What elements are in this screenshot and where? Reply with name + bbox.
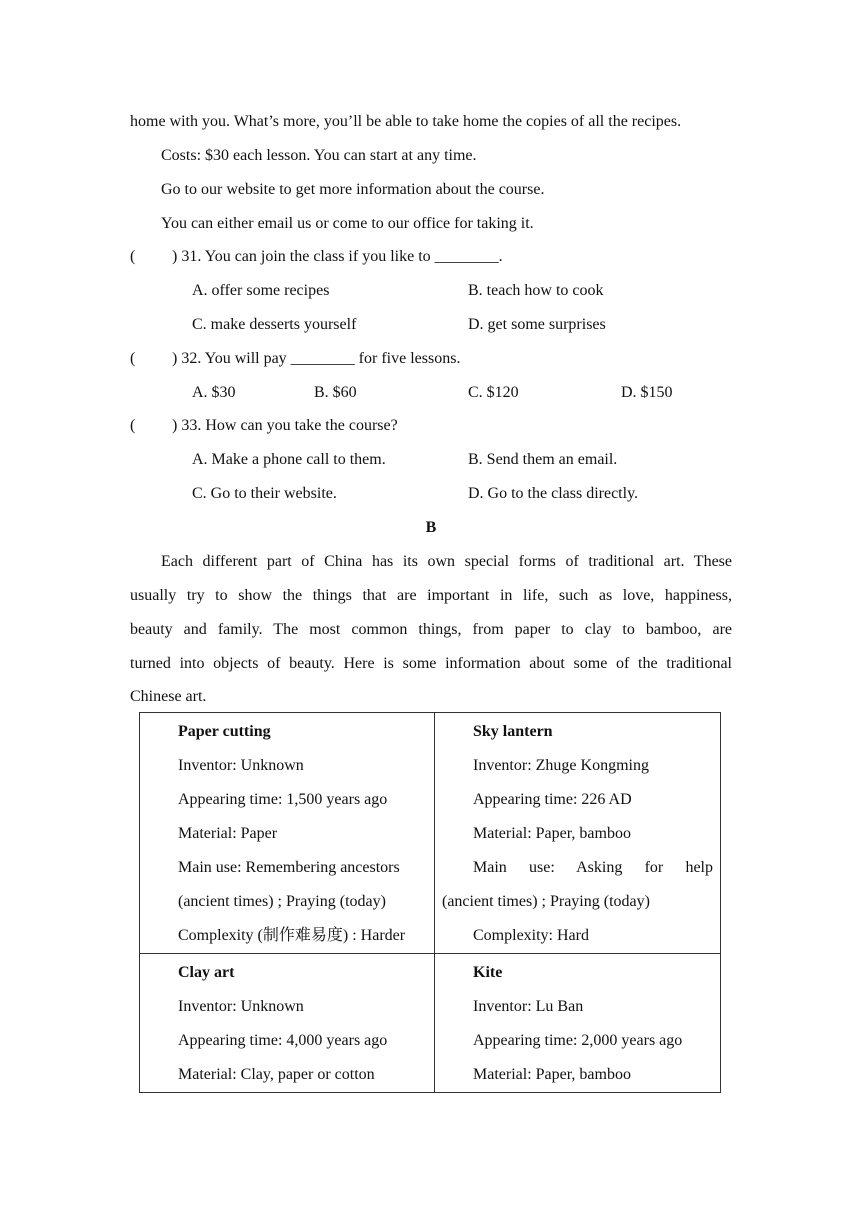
appearing-time: Appearing time: 1,500 years ago — [178, 791, 388, 808]
material: Material: Paper, bamboo — [473, 825, 631, 842]
question-text: ) 32. You will pay ________ for five lessons. — [172, 350, 461, 367]
option-d: D. Go to the class directly. — [468, 485, 639, 502]
passage-line: Chinese art. — [130, 688, 207, 705]
table-row — [140, 713, 721, 954]
inventor: Inventor: Lu Ban — [473, 998, 584, 1015]
option-b: B. teach how to cook — [468, 282, 604, 299]
appearing-time: Appearing time: 226 AD — [473, 791, 632, 808]
question-text: ) 31. You can join the class if you like to ________. — [172, 248, 503, 265]
clay-art-cell — [140, 954, 435, 1093]
cell-title: Kite — [473, 964, 503, 981]
section-heading: B — [425, 519, 437, 536]
question-text: ) 33. How can you take the course? — [172, 417, 398, 434]
cell-title: Clay art — [178, 964, 235, 981]
paper-cutting-cell — [140, 713, 435, 954]
material: Material: Clay, paper or cotton — [178, 1066, 375, 1083]
question-33 — [130, 409, 398, 443]
complexity: Complexity: Hard — [473, 927, 589, 944]
inventor: Inventor: Unknown — [178, 757, 304, 774]
passage-line: turned into objects of beauty. Here is some information about some of the traditional — [130, 655, 732, 672]
main-use: Main use: Asking for help — [473, 859, 713, 876]
main-use-cont: (ancient times) ; Praying (today) — [178, 893, 386, 910]
option-a: A. offer some recipes — [192, 282, 330, 299]
kite-cell — [435, 954, 721, 1093]
option-b: B. $60 — [314, 384, 357, 401]
option-d: D. $150 — [621, 384, 673, 401]
answer-blank[interactable]: ( — [130, 350, 136, 367]
website-line: Go to our website to get more information about the course. — [161, 181, 545, 198]
option-c: C. Go to their website. — [192, 485, 337, 502]
cell-title: Paper cutting — [178, 723, 271, 740]
passage-line: home with you. What’s more, you’ll be able to take home the copies of all the recipes. — [130, 113, 682, 130]
appearing-time: Appearing time: 2,000 years ago — [473, 1032, 683, 1049]
option-d: D. get some surprises — [468, 316, 606, 333]
main-use-cont: (ancient times) ; Praying (today) — [442, 893, 650, 910]
passage-line: usually try to show the things that are important in life, such as love, happiness, — [130, 587, 732, 604]
passage-line: Each different part of China has its own special forms of traditional art. These — [161, 553, 732, 570]
email-line: You can either email us or come to our office for taking it. — [161, 215, 534, 232]
material: Material: Paper, bamboo — [473, 1066, 631, 1083]
question-31 — [130, 240, 503, 274]
inventor: Inventor: Zhuge Kongming — [473, 757, 649, 774]
inventor: Inventor: Unknown — [178, 998, 304, 1015]
option-a: A. $30 — [192, 384, 236, 401]
passage-line: beauty and family. The most common things, from paper to clay to bamboo, are — [130, 621, 732, 638]
table-row — [140, 954, 721, 1093]
material: Material: Paper — [178, 825, 278, 842]
main-use: Main use: Remembering ancestors — [178, 859, 400, 876]
cell-title: Sky lantern — [473, 723, 553, 740]
option-b: B. Send them an email. — [468, 451, 618, 468]
question-32 — [130, 342, 460, 376]
option-c: C. make desserts yourself — [192, 316, 357, 333]
sky-lantern-cell — [435, 713, 721, 954]
answer-blank[interactable]: ( — [130, 417, 136, 434]
option-a: A. Make a phone call to them. — [192, 451, 386, 468]
option-c: C. $120 — [468, 384, 519, 401]
art-info-table — [139, 712, 721, 1093]
complexity: Complexity (制作难易度) : Harder — [178, 927, 406, 944]
appearing-time: Appearing time: 4,000 years ago — [178, 1032, 388, 1049]
costs-line: Costs: $30 each lesson. You can start at any time. — [161, 147, 477, 164]
answer-blank[interactable]: ( — [130, 248, 136, 265]
